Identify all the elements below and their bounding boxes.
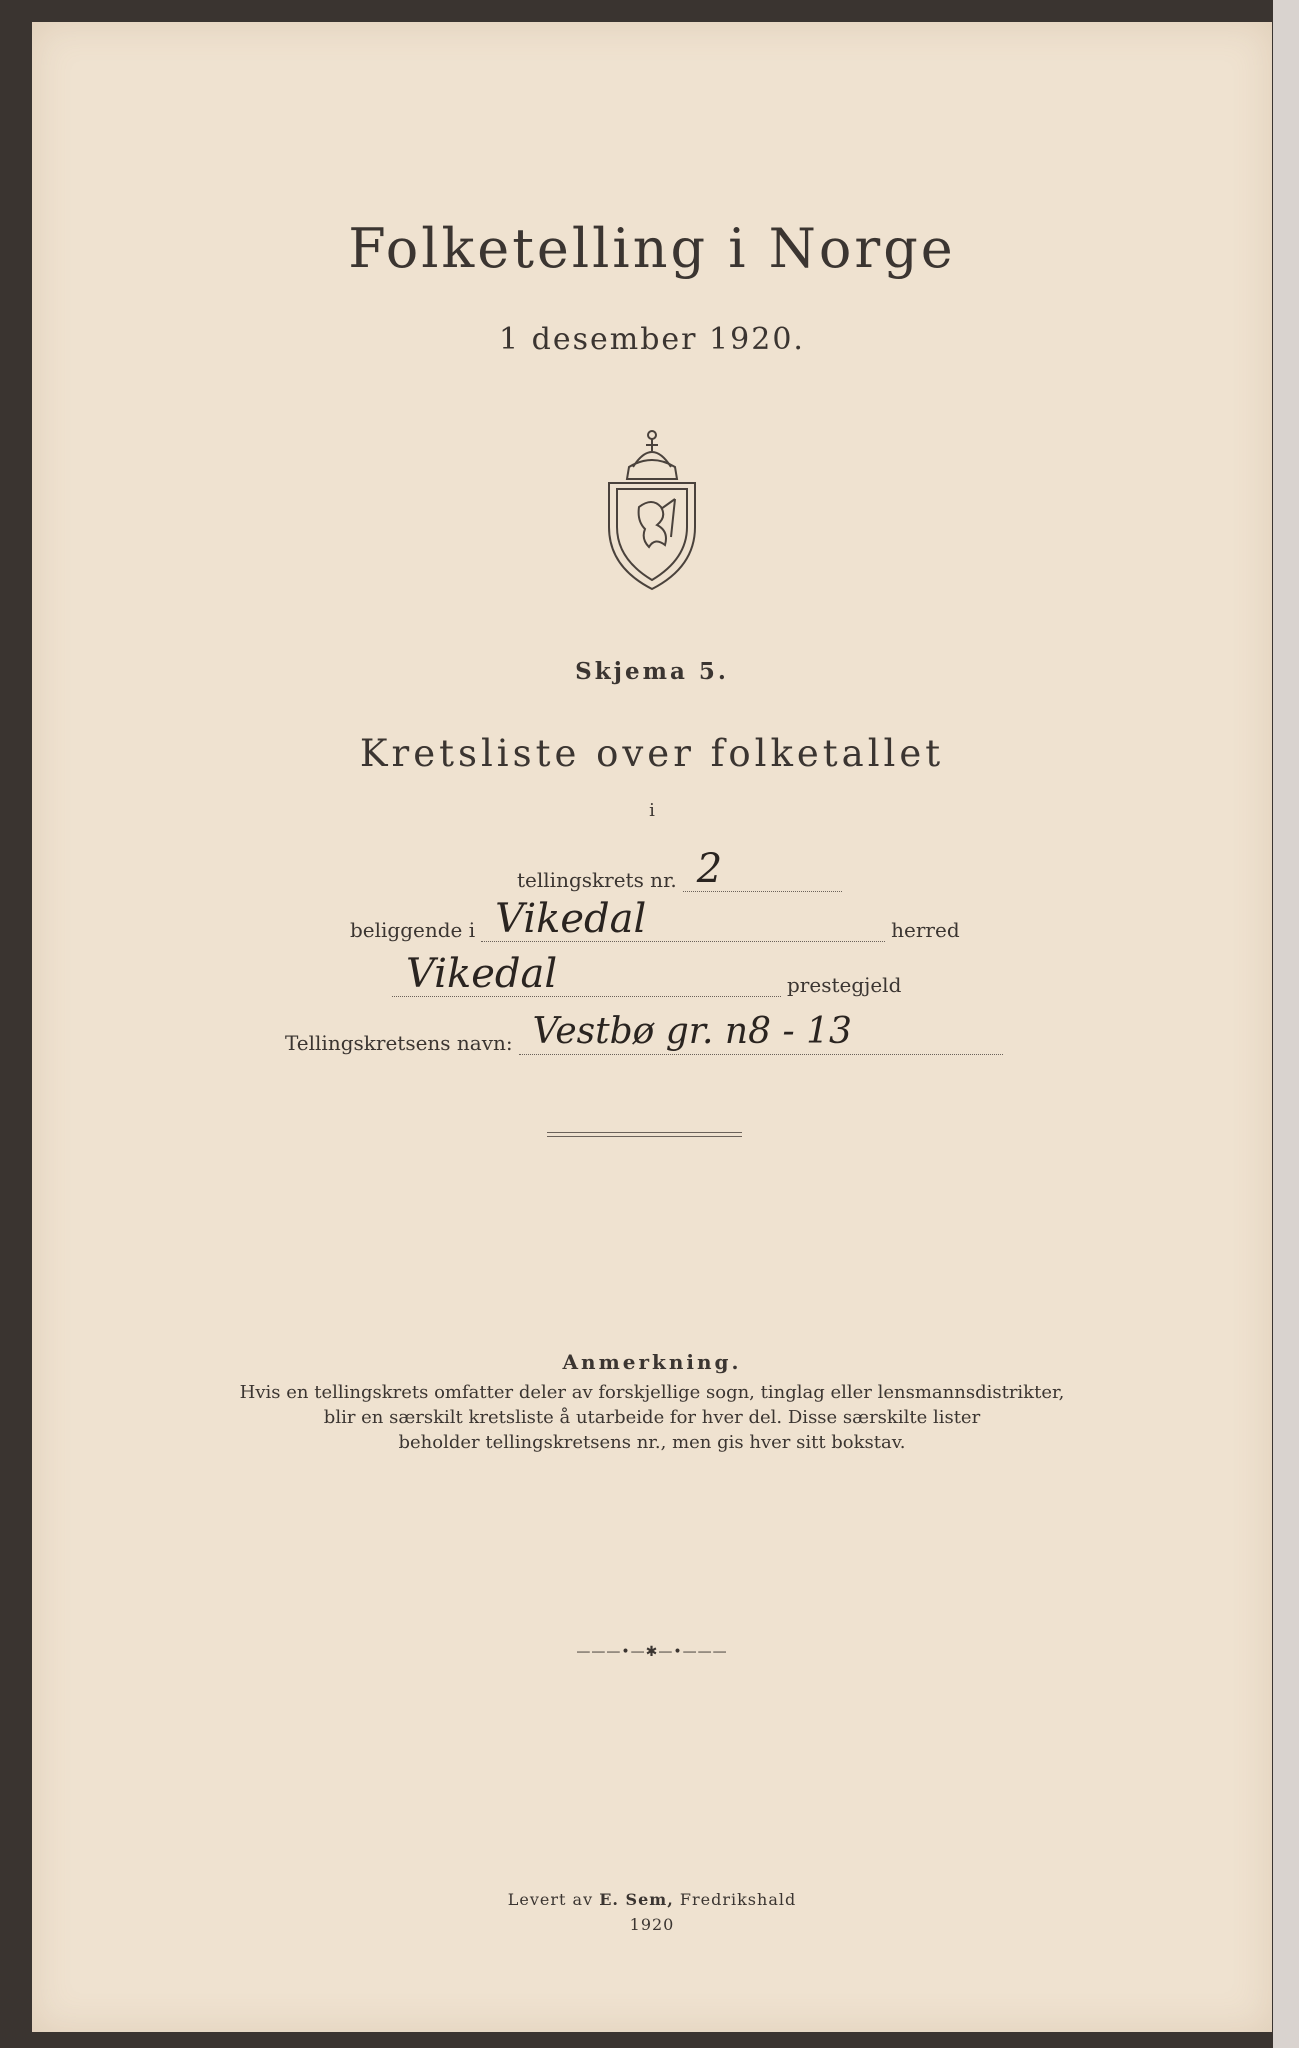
beliggende-row bbox=[350, 897, 960, 942]
kretsnavn-field[interactable]: Vestbø gr. n8 - 13 bbox=[519, 1010, 1003, 1055]
schema-number: Skjema 5. bbox=[575, 658, 729, 685]
prestegjeld-row bbox=[392, 952, 901, 997]
tellingskrets-row bbox=[517, 847, 848, 892]
note-line-3: beholder tellingskretsens nr., men gis hver sitt bokstav. bbox=[398, 1432, 906, 1453]
tellingskrets-field[interactable]: 2 bbox=[683, 847, 842, 892]
kretsnavn-row bbox=[285, 1010, 1009, 1055]
beliggende-label: beliggende i bbox=[350, 918, 476, 942]
page-title: Folketelling i Norge bbox=[348, 217, 956, 280]
census-date: 1 desember 1920. bbox=[499, 322, 805, 357]
printer-prefix: Levert av bbox=[507, 1890, 594, 1909]
divider-rule bbox=[547, 1132, 742, 1137]
kretsnavn-label: Tellingskretsens navn: bbox=[285, 1031, 513, 1055]
heading-i: i bbox=[649, 800, 655, 821]
print-year: 1920 bbox=[629, 1915, 675, 1934]
tellingskrets-label: tellingskrets nr. bbox=[517, 868, 677, 892]
note-line-1: Hvis en tellingskrets omfatter deler av forskjellige sogn, tinglag eller lensmannsdistrikter, bbox=[239, 1382, 1065, 1403]
ornament-divider: ———•—✱—•——— bbox=[576, 1644, 728, 1660]
herred-label: herred bbox=[891, 918, 960, 942]
note-heading: Anmerkning. bbox=[562, 1350, 742, 1374]
norwegian-lion-coat-of-arms-icon bbox=[597, 417, 707, 592]
printer-place: Fredrikshald bbox=[679, 1890, 797, 1909]
census-form-page bbox=[32, 22, 1272, 2032]
printer-name: E. Sem, bbox=[599, 1890, 674, 1909]
printer-credit bbox=[32, 1890, 1272, 1909]
note-line-2: blir en særskilt kretsliste å utarbeide for hver del. Disse særskilte lister bbox=[323, 1407, 981, 1428]
prestegjeld-label: prestegjeld bbox=[787, 973, 902, 997]
form-heading: Kretsliste over folketallet bbox=[359, 732, 945, 775]
prestegjeld-field[interactable]: Vikedal bbox=[392, 952, 781, 997]
herred-field[interactable]: Vikedal bbox=[481, 897, 885, 942]
scan-edge bbox=[1273, 0, 1299, 2048]
